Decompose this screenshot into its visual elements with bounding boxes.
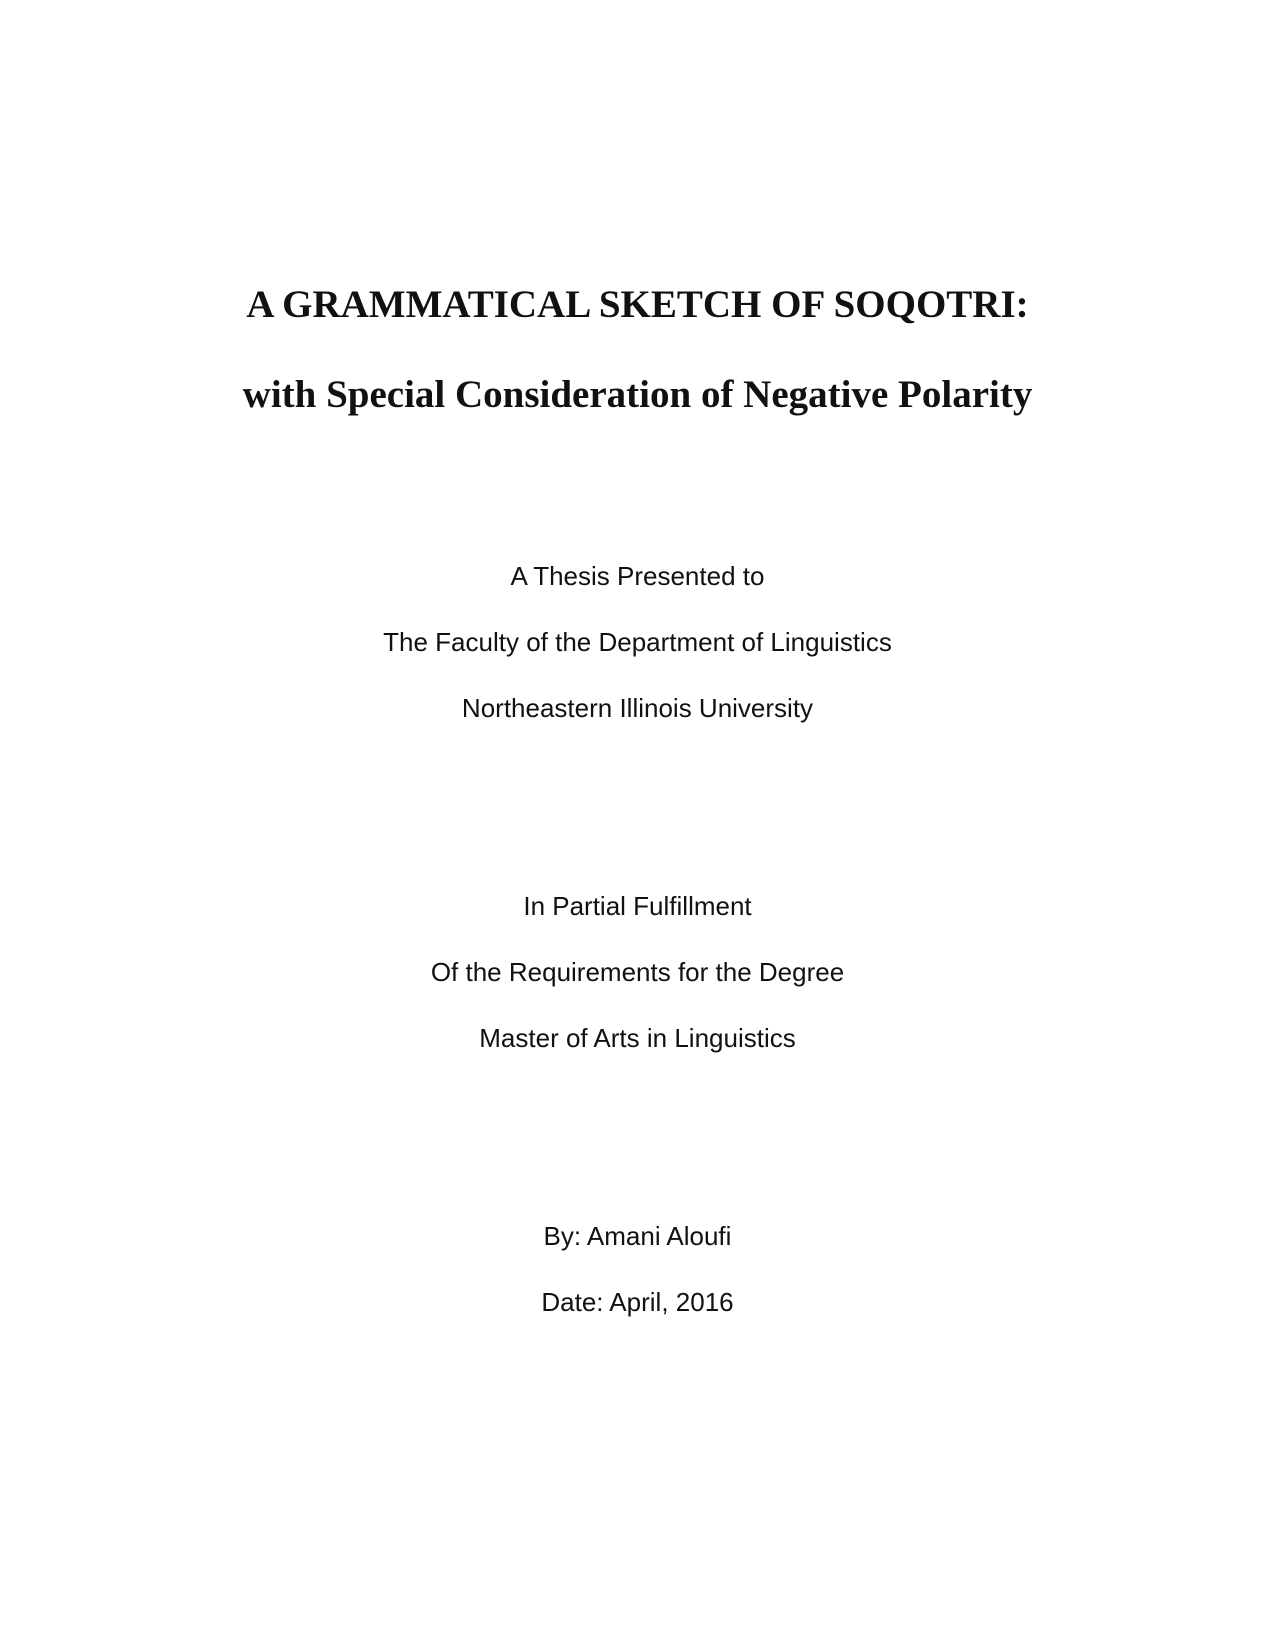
- partial-fulfillment-line: In Partial Fulfillment: [523, 891, 752, 921]
- department-line: The Faculty of the Department of Linguistics: [383, 627, 892, 657]
- degree-line: Master of Arts in Linguistics: [479, 1023, 796, 1053]
- date-line: Date: April, 2016: [541, 1287, 734, 1317]
- author-line: By: Amani Aloufi: [543, 1221, 732, 1251]
- university-line: Northeastern Illinois University: [461, 693, 814, 723]
- requirements-line: Of the Requirements for the Degree: [430, 957, 845, 987]
- thesis-subtitle: with Special Consideration of Negative Polarity: [242, 373, 1033, 416]
- thesis-title: A GRAMMATICAL SKETCH OF SOQOTRI:: [246, 283, 1029, 326]
- presented-to-line: A Thesis Presented to: [510, 561, 765, 591]
